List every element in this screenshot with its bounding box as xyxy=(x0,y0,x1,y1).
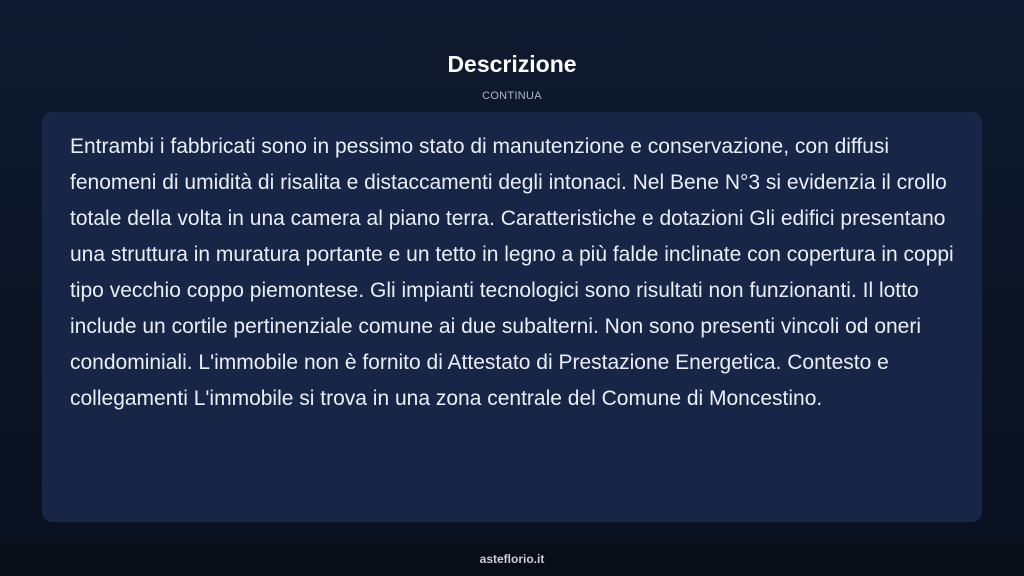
header xyxy=(0,48,1024,103)
description-text: Entrambi i fabbricati sono in pessimo stato di manutenzione e conservazione, con diffusi fenomeni di umidità di risalita e distaccamenti degli intonaci. Nel Bene N°3 si evidenzia il crollo totale della volta in una camera al piano terra. Caratteristiche e dotazioni Gli edifici presentano una struttura in muratura portante e un tetto in legno a più falde inclinate con copertura in coppi tipo vecchio coppo piemontese. Gli impianti tecnologici sono risultati non funzionanti. Il lotto include un cortile pertinenziale comune ai due subalterni. Non sono presenti vincoli od oneri condominiali. L'immobile non è fornito di Attestato di Prestazione Energetica. Contesto e collegamenti L'immobile si trova in una zona centrale del Comune di Moncestino. xyxy=(70,135,954,410)
page-title: Descrizione xyxy=(447,51,577,77)
description-card xyxy=(42,112,982,522)
site-name: asteflorio.it xyxy=(479,552,545,566)
footer-bar xyxy=(0,543,1024,576)
page-subtitle: CONTINUA xyxy=(482,90,542,102)
